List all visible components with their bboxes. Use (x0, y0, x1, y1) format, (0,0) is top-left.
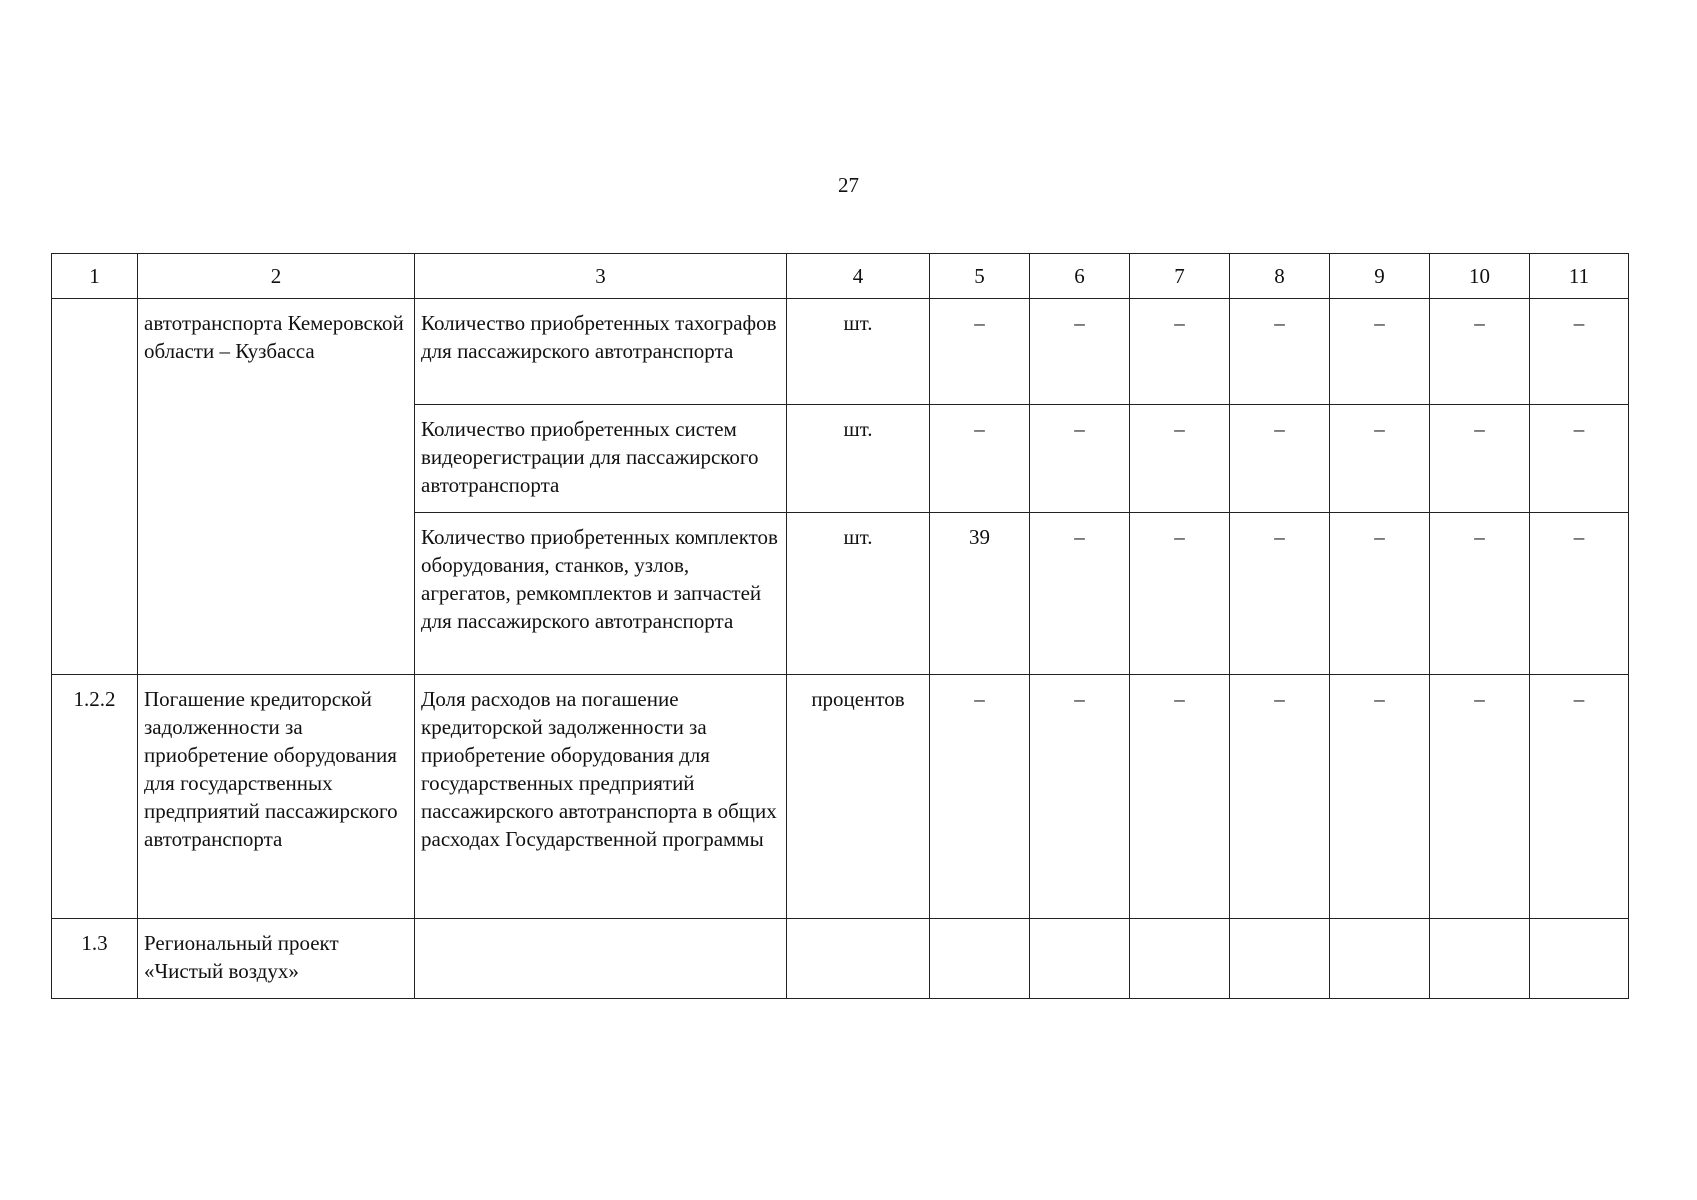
value-cell: – (1230, 675, 1330, 919)
event-name-cell: Региональный проект «Чистый воздух» (138, 919, 415, 999)
table-row (52, 919, 1629, 999)
unit-cell: шт. (787, 513, 930, 675)
column-header: 2 (138, 254, 415, 299)
indicator-cell: Количество приобретенных тахографов для пассажирского автотранспорта (415, 299, 787, 405)
value-cell (1430, 919, 1530, 999)
indicators-table (51, 253, 1629, 999)
value-cell: – (1430, 675, 1530, 919)
indicator-cell: Доля расходов на погашение кредиторской задолженности за приобретение оборудования для государственных предприятий пассажирского автотранспорта в общих расходах Государственной программы (415, 675, 787, 919)
value-cell (1030, 919, 1130, 999)
value-cell: – (1130, 299, 1230, 405)
table-header-row (52, 254, 1629, 299)
value-cell: – (1030, 675, 1130, 919)
row-number-cell: 1.3 (52, 919, 138, 999)
value-cell: – (1430, 513, 1530, 675)
value-cell: – (1230, 299, 1330, 405)
value-cell: – (930, 405, 1030, 513)
value-cell (1530, 919, 1629, 999)
column-header: 5 (930, 254, 1030, 299)
value-cell: – (1430, 405, 1530, 513)
indicator-cell: Количество приобретенных систем видеорегистрации для пассажирского автотранспорта (415, 405, 787, 513)
value-cell (1130, 919, 1230, 999)
value-cell: – (1030, 405, 1130, 513)
column-header: 8 (1230, 254, 1330, 299)
indicator-cell: Количество приобретенных комплектов оборудования, станков, узлов, агрегатов, ремкомплектов и запчастей для пассажирского автотранспорта (415, 513, 787, 675)
page-number: 27 (838, 173, 859, 197)
value-cell: – (1030, 513, 1130, 675)
value-cell: – (1530, 675, 1629, 919)
unit-cell: процентов (787, 675, 930, 919)
row-number-cell: 1.2.2 (52, 675, 138, 919)
value-cell (1330, 919, 1430, 999)
event-name-cell: Погашение кредиторской задолженности за приобретение оборудования для государственных предприятий пассажирского автотранспорта (138, 675, 415, 919)
table-row (52, 675, 1629, 919)
value-cell: – (1330, 405, 1430, 513)
event-name-cell: автотранспорта Кемеровской области – Кузбасса (138, 299, 415, 675)
value-cell: – (1330, 299, 1430, 405)
value-cell: – (1330, 675, 1430, 919)
value-cell: 39 (930, 513, 1030, 675)
column-header: 10 (1430, 254, 1530, 299)
value-cell (930, 919, 1030, 999)
column-header: 4 (787, 254, 930, 299)
value-cell: – (1130, 513, 1230, 675)
column-header: 7 (1130, 254, 1230, 299)
value-cell: – (930, 299, 1030, 405)
value-cell: – (1130, 675, 1230, 919)
column-header: 3 (415, 254, 787, 299)
unit-cell: шт. (787, 405, 930, 513)
value-cell: – (1530, 299, 1629, 405)
table-row (52, 299, 1629, 405)
value-cell: – (1430, 299, 1530, 405)
value-cell: – (1330, 513, 1430, 675)
value-cell: – (1030, 299, 1130, 405)
value-cell: – (1530, 513, 1629, 675)
value-cell: – (1530, 405, 1629, 513)
column-header: 11 (1530, 254, 1629, 299)
value-cell: – (1130, 405, 1230, 513)
column-header: 6 (1030, 254, 1130, 299)
value-cell (1230, 919, 1330, 999)
unit-cell (787, 919, 930, 999)
row-number-cell (52, 299, 138, 675)
column-header: 9 (1330, 254, 1430, 299)
value-cell: – (930, 675, 1030, 919)
value-cell: – (1230, 405, 1330, 513)
indicator-cell (415, 919, 787, 999)
value-cell: – (1230, 513, 1330, 675)
column-header: 1 (52, 254, 138, 299)
unit-cell: шт. (787, 299, 930, 405)
